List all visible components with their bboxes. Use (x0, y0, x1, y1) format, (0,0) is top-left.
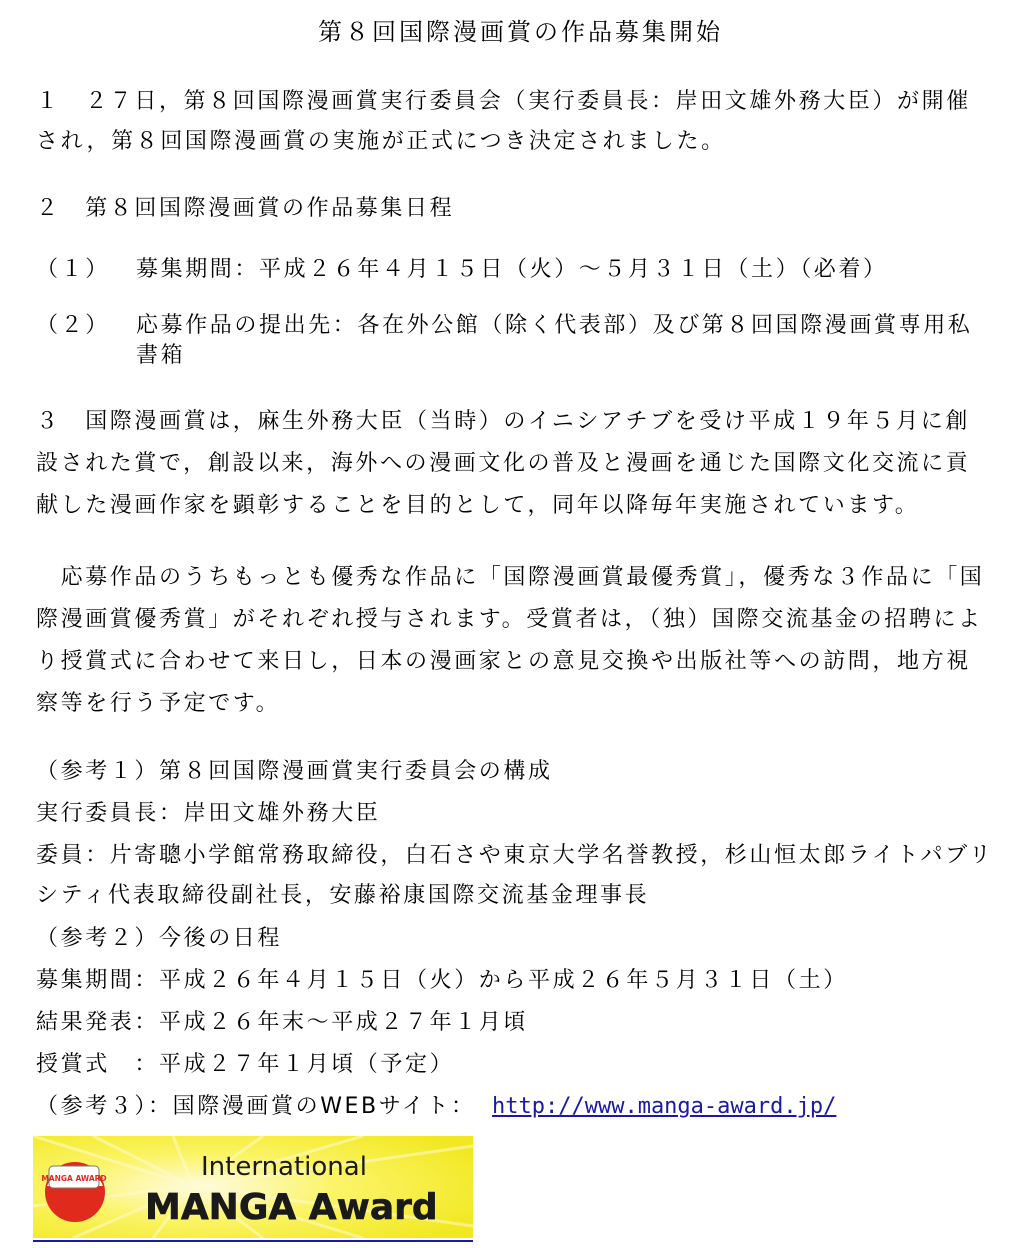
manga-award-banner-image (33, 1136, 473, 1238)
ref2-heading: （参考２）今後の日程 (36, 926, 283, 951)
schedule-item1-text: 募集期間：平成２６年４月１５日（火）～５月３１日（土）（必着） (136, 257, 888, 282)
ref3-label: （参考３）：国際漫画賞のWEBサイト： (36, 1094, 476, 1119)
para3-line3: 献した漫画作家を顕彰することを目的として，同年以降毎年実施されています。 (36, 493, 920, 518)
ref2-period: 募集期間：平成２６年４月１５日（火）から平成２６年５月３１日（土） (36, 968, 848, 993)
para4-line4: 察等を行う予定です。 (36, 691, 281, 716)
manga-award-banner-link[interactable] (33, 1136, 473, 1242)
banner-badge-text: MANGA AWARD (41, 1174, 107, 1183)
para2-heading: ２ 第８回国際漫画賞の作品募集日程 (36, 196, 455, 221)
banner-title-line1: International (201, 1152, 367, 1182)
schedule-item1-number: （１） (36, 257, 110, 282)
schedule-item2-line2: 書箱 (136, 343, 186, 368)
para3-line2: 設された賞で，創設以来，海外への漫画文化の普及と漫画を通じた国際文化交流に貢 (36, 451, 971, 476)
para4-line2: 際漫画賞優秀賞」がそれぞれ授与されます。受賞者は，（独）国際交流基金の招聘によ (36, 607, 983, 632)
ref2-ceremony: 授賞式 ：平成２７年１月頃（予定） (36, 1052, 455, 1077)
banner-title-line2: MANGA Award (145, 1187, 438, 1228)
page-title: 第８回国際漫画賞の作品募集開始 (318, 18, 723, 46)
ref1-members-line1: 委員：片寄聰小学館常務取締役，白石さや東京大学名誉教授，杉山恒太郎ライトパブリ (36, 843, 994, 868)
ref1-heading: （参考１）第８回国際漫画賞実行委員会の構成 (36, 759, 553, 784)
para1-line1: １ ２７日，第８回国際漫画賞実行委員会（実行委員長：岸田文雄外務大臣）が開催 (36, 89, 971, 114)
para1-line2: され，第８回国際漫画賞の実施が正式につき決定されました。 (36, 129, 726, 154)
ref2-results: 結果発表：平成２６年末～平成２７年１月頃 (36, 1010, 529, 1035)
para3-line1: ３ 国際漫画賞は，麻生外務大臣（当時）のイニシアチブを受け平成１９年５月に創 (36, 409, 970, 434)
schedule-item2-number: （２） (36, 313, 110, 338)
ref1-members-line2: シティ代表取締役副社長，安藤裕康国際交流基金理事長 (36, 883, 650, 908)
para4-line1: 応募作品のうちもっとも優秀な作品に「国際漫画賞最優秀賞」，優秀な３作品に「国 (36, 565, 985, 590)
ref1-chair: 実行委員長：岸田文雄外務大臣 (36, 801, 381, 826)
manga-award-website-link[interactable]: http://www.manga-award.jp/ (492, 1094, 837, 1119)
schedule-item2-line1: 応募作品の提出先：各在外公館（除く代表部）及び第８回国際漫画賞専用私 (136, 313, 973, 338)
para4-line3: り授賞式に合わせて来日し，日本の漫画家との意見交換や出版社等への訪問，地方視 (36, 649, 971, 674)
